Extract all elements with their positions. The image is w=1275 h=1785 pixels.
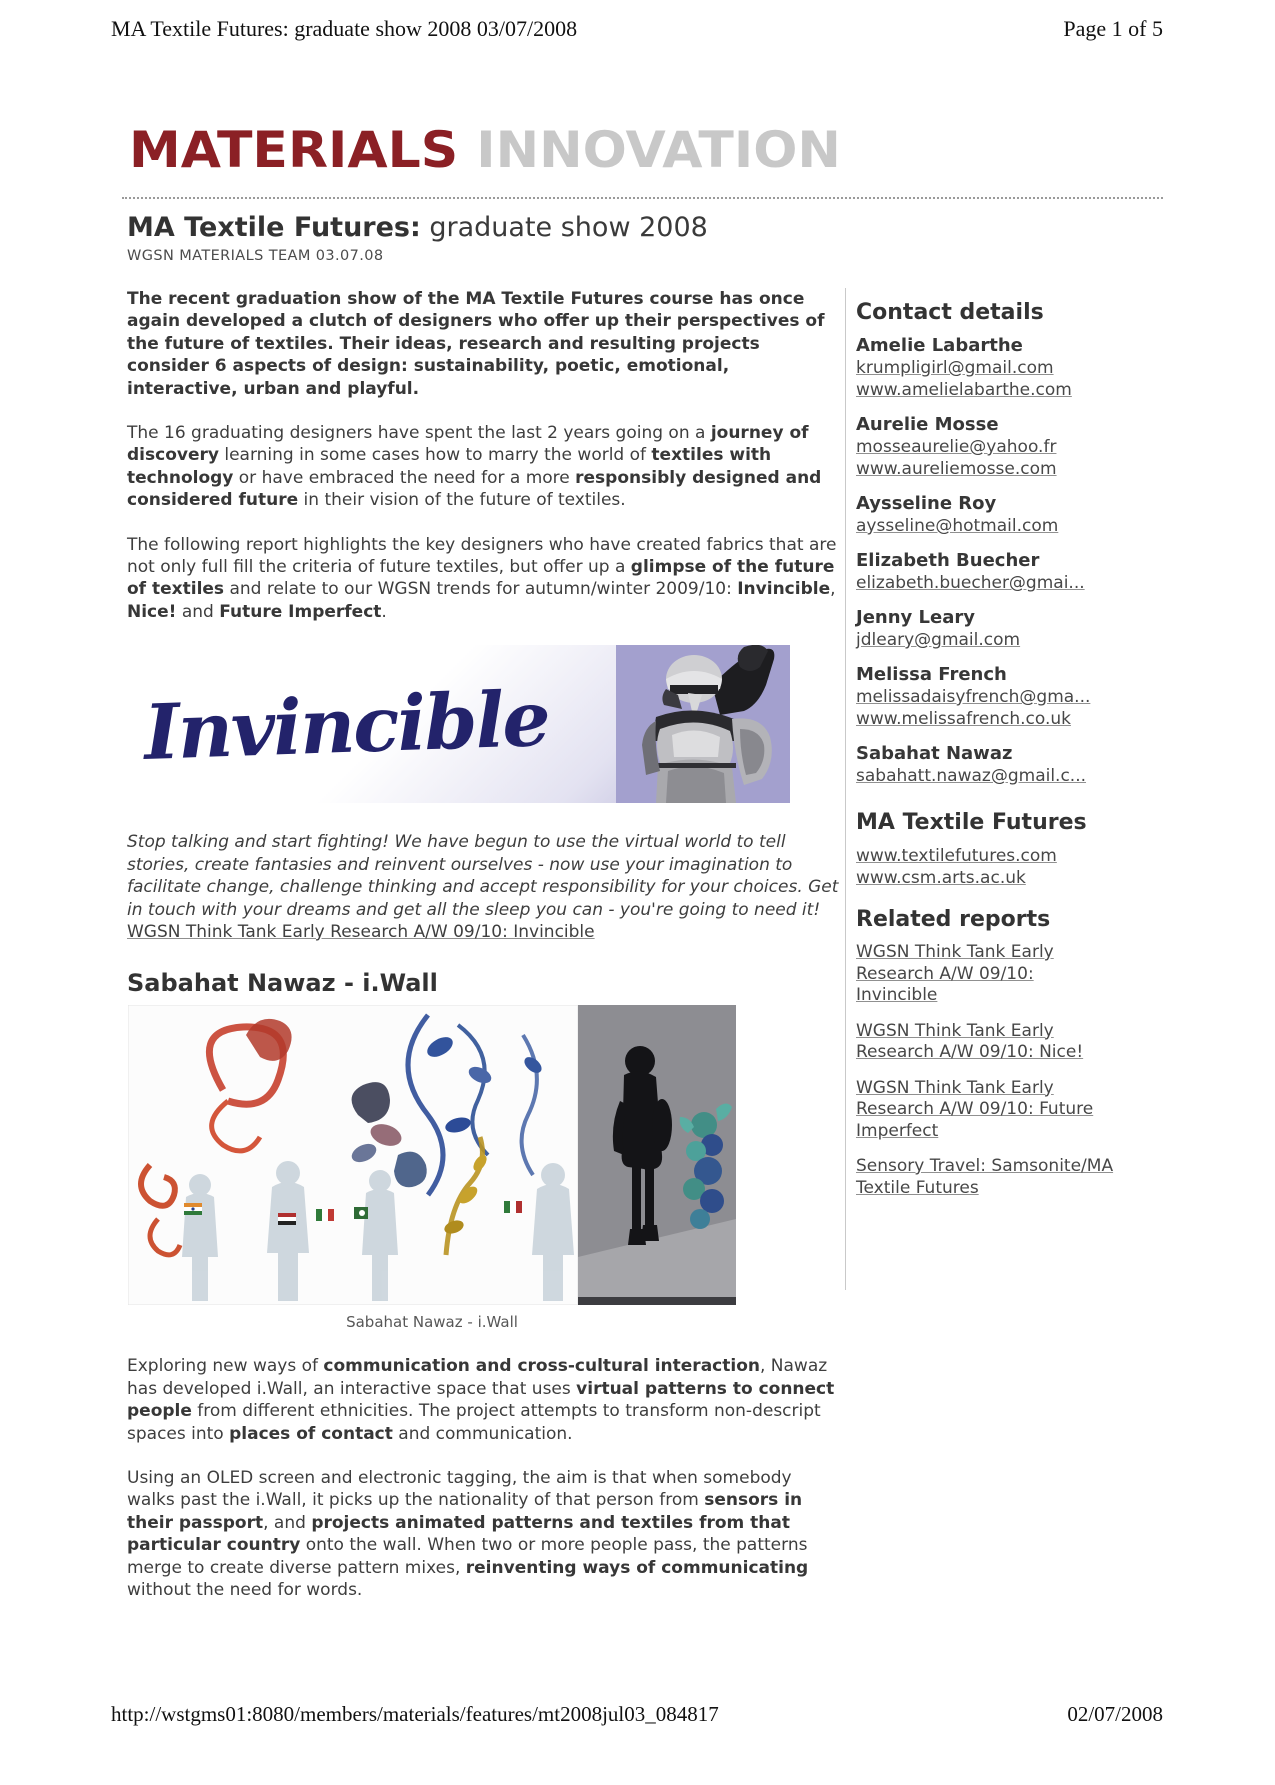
- armored-robot-figure-icon: [616, 645, 790, 803]
- org-link-list: [856, 845, 1168, 889]
- org-link[interactable]: www.csm.arts.ac.uk: [856, 868, 1026, 888]
- related-report-link[interactable]: WGSN Think Tank Early Research A/W 09/10: Future Imperfect: [856, 1077, 1094, 1141]
- contact-name: Melissa French: [856, 664, 1007, 685]
- invincible-script-text: Invincible: [142, 673, 551, 777]
- contact-name: Jenny Leary: [856, 607, 975, 628]
- sidebar: [856, 300, 1168, 1213]
- page-title: MA Textile Futures: graduate show 2008: [127, 212, 708, 243]
- contact-entry: [856, 493, 1168, 537]
- related-report-link[interactable]: WGSN Think Tank Early Research A/W 09/10: Nice!: [856, 1020, 1084, 1062]
- contact-details-heading: Contact details: [856, 300, 1044, 325]
- paragraph: Using an OLED screen and electronic tagging, the aim is that when somebody walks past the i.Wall, it picks up the nationality of that person from sensors in their passport, and projects animated patterns and textiles from that particular country onto the wall. When two or more people pass, the patterns merge to create diverse pattern mixes, reinventing ways of communicating without the need for words.: [127, 1467, 809, 1600]
- paragraph: The following report highlights the key designers who have created fabrics that are not only full fill the criteria of future textiles, but offer up a glimpse of the future of textiles and relate to our WGSN trends for autumn/winter 2009/10: Invincible, Nice! and Future Imperfect.: [127, 534, 837, 622]
- contact-entry: [856, 664, 1168, 730]
- related-reports-heading: Related reports: [856, 907, 1051, 932]
- article-body: [127, 288, 839, 1623]
- contact-list: [856, 335, 1168, 787]
- invincible-report-link[interactable]: WGSN Think Tank Early Research A/W 09/10: Invincible: [127, 921, 595, 942]
- intro-paragraph: The recent graduation show of the MA Textile Futures course has once again developed a clutch of designers who offer up their perspectives of the future of textiles. Their ideas, research and resulting projects consider 6 aspects of design: sustainability, poetic, emotional, interactive, urban and playful.: [127, 289, 825, 399]
- contact-entry: [856, 414, 1168, 480]
- contact-name: Amelie Labarthe: [856, 335, 1023, 356]
- print-header-page-number: Page 1 of 5: [1063, 16, 1163, 41]
- contact-name: Aurelie Mosse: [856, 414, 999, 435]
- paragraph: The 16 graduating designers have spent the last 2 years going on a journey of discovery learning in some cases how to marry the world of textiles with technology or have embraced the need for a more responsibly designed and considered future in their vision of the future of textiles.: [127, 423, 822, 511]
- ma-textile-futures-heading: MA Textile Futures: [856, 810, 1087, 835]
- contact-entry: [856, 607, 1168, 651]
- org-link[interactable]: www.textilefutures.com: [856, 846, 1057, 866]
- contact-name: Sabahat Nawaz: [856, 743, 1013, 764]
- related-report-link[interactable]: WGSN Think Tank Early Research A/W 09/10: Invincible: [856, 942, 1054, 1005]
- contact-name: Aysseline Roy: [856, 493, 997, 514]
- logo-materials: MATERIALS: [129, 122, 459, 180]
- contact-link[interactable]: jdleary@gmail.com: [856, 630, 1021, 650]
- contact-link[interactable]: www.amelielabarthe.com: [856, 380, 1072, 400]
- contact-link[interactable]: www.aureliemosse.com: [856, 459, 1057, 479]
- iwall-photo: [128, 1005, 736, 1305]
- related-report-link[interactable]: Sensory Travel: Samsonite/MA Textile Futures: [856, 1156, 1114, 1198]
- materials-innovation-logo: [129, 122, 841, 180]
- dotted-divider: [122, 197, 1163, 199]
- print-header-title: MA Textile Futures: graduate show 2008 03/07/2008: [111, 16, 578, 41]
- quote-paragraph: Stop talking and start fighting! We have begun to use the virtual world to tell stories, create fantasies and reinvent ourselves - now use your imagination to facilitate change, challenge thinking and accept responsibility for your choices. Get in touch with your dreams and get all the sleep you can - you're going to need it!: [127, 832, 839, 920]
- article-header: [127, 212, 708, 264]
- column-divider: [845, 288, 846, 1290]
- contact-link[interactable]: www.melissafrench.co.uk: [856, 709, 1071, 729]
- contact-link[interactable]: sabahatt.nawaz@gmail.c...: [856, 766, 1087, 786]
- related-report-list: [856, 942, 1114, 1199]
- contact-link[interactable]: elizabeth.buecher@gmai...: [856, 573, 1085, 593]
- image-caption: Sabahat Nawaz - i.Wall: [346, 1313, 518, 1332]
- contact-entry: [856, 743, 1168, 787]
- designer-section-heading: Sabahat Nawaz - i.Wall: [127, 969, 438, 998]
- contact-entry: [856, 550, 1168, 594]
- contact-link[interactable]: mosseaurelie@yahoo.fr: [856, 437, 1057, 457]
- logo-innovation: INNOVATION: [476, 122, 841, 180]
- contact-link[interactable]: melissadaisyfrench@gma...: [856, 687, 1091, 707]
- paragraph: Exploring new ways of communication and cross-cultural interaction, Nawaz has developed i.Wall, an interactive space that uses virtual patterns to connect people from different ethnicities. The project attempts to transform non-descript spaces into places of contact and communication.: [127, 1356, 835, 1444]
- contact-name: Elizabeth Buecher: [856, 550, 1040, 571]
- print-footer-date: 02/07/2008: [1067, 1702, 1163, 1726]
- byline: WGSN MATERIALS TEAM 03.07.08: [127, 248, 384, 264]
- contact-link[interactable]: krumpligirl@gmail.com: [856, 358, 1054, 378]
- contact-entry: [856, 335, 1168, 401]
- print-footer-url: http://wstgms01:8080/members/materials/features/mt2008jul03_084817: [111, 1702, 719, 1726]
- contact-link[interactable]: aysseline@hotmail.com: [856, 516, 1059, 536]
- invincible-banner-image: [130, 645, 790, 803]
